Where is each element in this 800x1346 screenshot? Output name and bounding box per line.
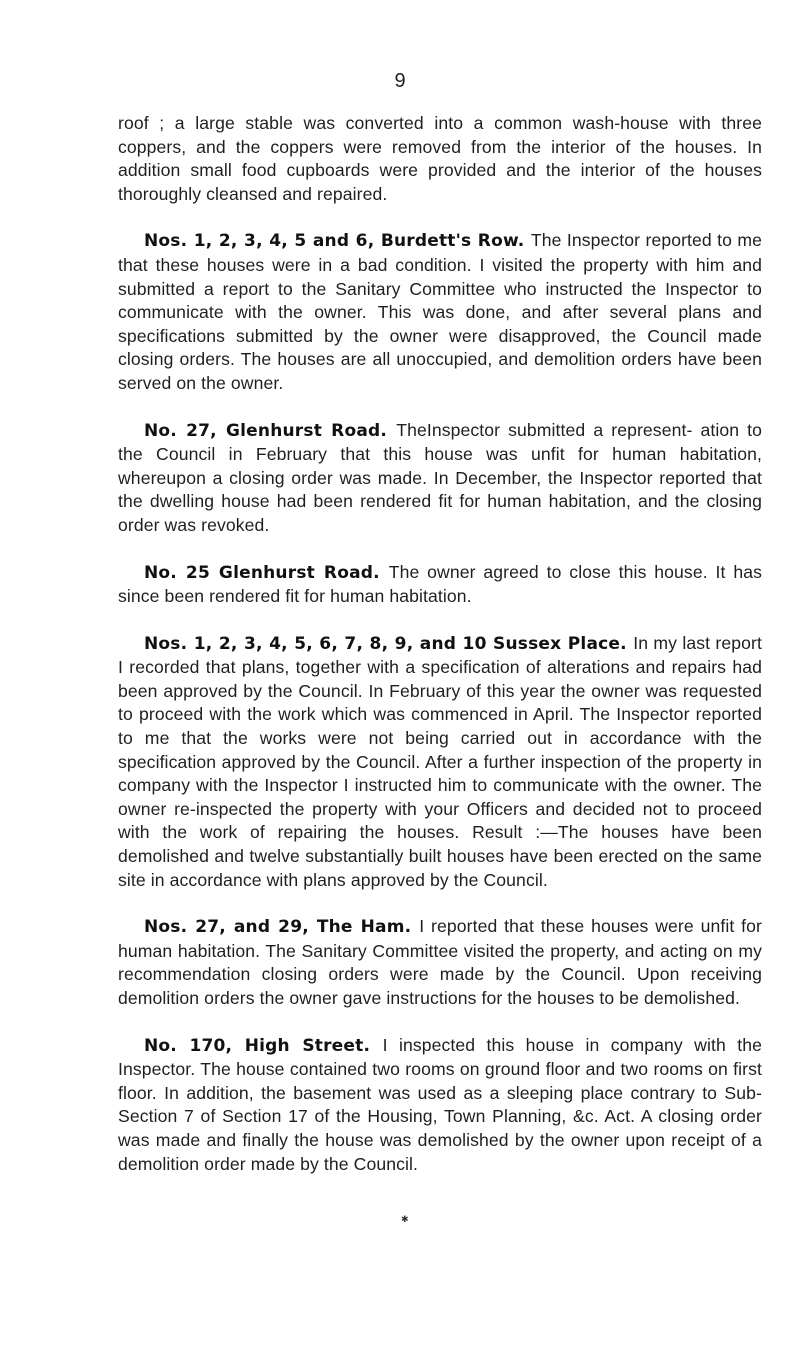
page-number: 9 [394, 70, 406, 92]
paragraph-roof-continuation [118, 112, 762, 206]
paragraph-27-glenhurst-road [118, 419, 762, 538]
section-heading: No. 170, High Street. [144, 1035, 383, 1056]
section-heading: Nos. 1, 2, 3, 4, 5, 6, 7, 8, 9, and 10 Sussex Place. [144, 633, 634, 654]
section-heading: Nos. 1, 2, 3, 4, 5 and 6, Burdett's Row. [144, 231, 531, 252]
paragraph-the-ham [118, 915, 762, 1010]
section-heading: No. 25 Glenhurst Road. [144, 562, 389, 583]
paragraph-25-glenhurst-road [118, 561, 762, 609]
paragraph-text: I inspected this house in company with the Inspector. The house contained two rooms on ground floor and two rooms on first floor. In addition, the basement was used as a sleeping place contrary to Sub-Section 7 of Section 17 of the Housing, Town Planning, &c. Act. A closing order was made and finally the house was demolished by the owner upon receipt of a demolition order made by the Council. [118, 1034, 762, 1174]
document-body [118, 112, 762, 1199]
paragraph-text: TheInspector submitted a represent- ation to the Council in February that this house was unfit for human habitation, whereupon a closing order was made. In December, the Inspector reported that the dwelling house had been rendered fit for human habitation, and the closing order was revoked. [118, 419, 762, 535]
footer-mark: ✱ [401, 1214, 409, 1224]
paragraph-170-high-street [118, 1034, 762, 1177]
section-heading: No. 27, Glenhurst Road. [144, 420, 397, 441]
paragraph-text: In my last report I recorded that plans, together with a specification of alterations and repairs had been approved by the Council. In February of this year the owner was requested to proceed with the work which was commenced in April. The Inspector reported to me that the works were not being carried out in accordance with the specification approved by the Council. After a further inspection of the property in company with the Inspector I instructed him to communicate with the owner. The owner re-inspected the property with your Officers and decided not to proceed with the work of repairing the houses. Result :—The houses have been demolished and twelve substantially built houses have been erected on the same site in accordance with plans approved by the Council. [118, 632, 762, 890]
paragraph-text: roof ; a large stable was converted into a common wash-house with three coppers, and the coppers were removed from the interior of the houses. In addition small food cupboards were provided and the interior of the houses thoroughly cleansed and repaired. [118, 113, 762, 204]
section-heading: Nos. 27, and 29, The Ham. [144, 917, 420, 938]
paragraph-text: The Inspector reported to me that these houses were in a bad condition. I visited the property with him and submitted a report to the Sanitary Committee who instructed the Inspector to communicate with the owner. This was done, and after several plans and specifications submitted by the owner were disapproved, the Council made closing orders. The houses are all unoccupied, and demolition orders have been served on the owner. [118, 230, 762, 393]
paragraph-sussex-place [118, 632, 762, 893]
paragraph-burdetts-row [118, 229, 762, 395]
paragraph-text: The owner agreed to close this house. It has since been rendered fit for human habitation. [118, 561, 762, 607]
paragraph-text: I reported that these houses were unfit for human habitation. The Sanitary Committee visited the property, and acting on my recommendation closing orders were made by the Council. Upon receiving demolition orders the owner gave instructions for the houses to be demolished. [118, 916, 762, 1008]
